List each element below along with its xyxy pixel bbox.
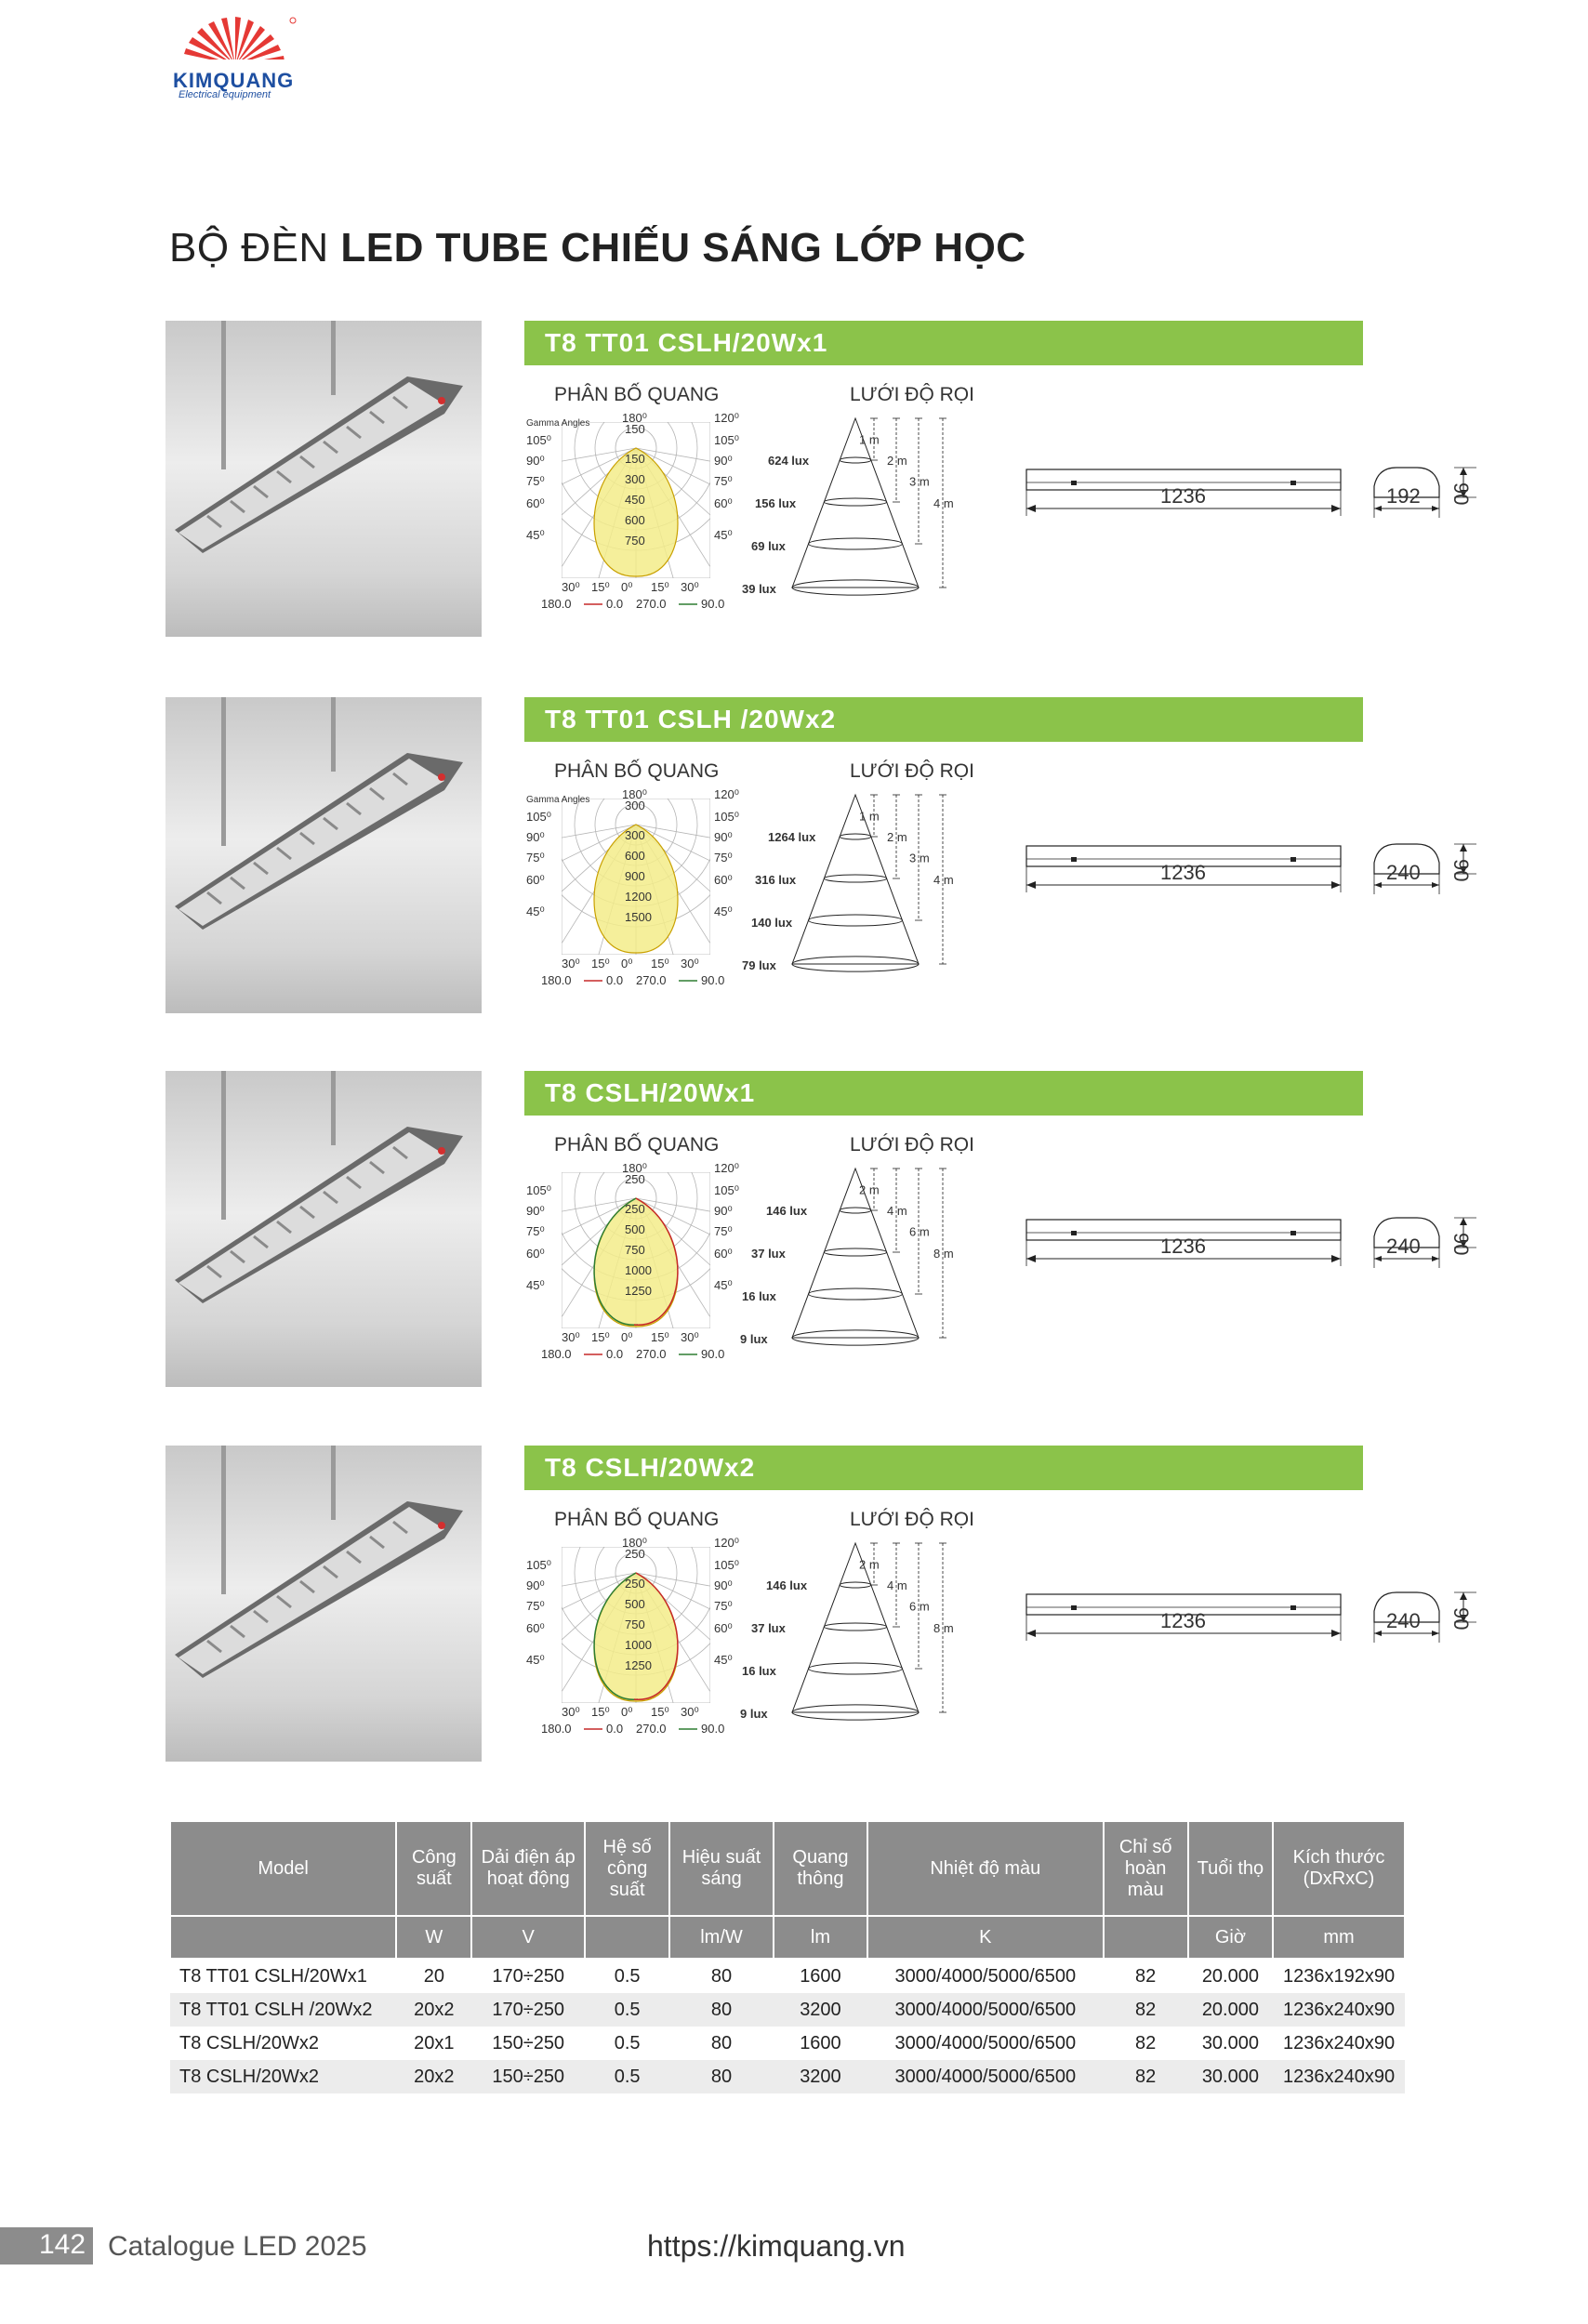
- distance-label: 6 m: [909, 1224, 930, 1239]
- logo-subtext: Electrical equipment: [179, 89, 271, 100]
- distance-label: 4 m: [887, 1204, 907, 1218]
- distance-label: 1 m: [859, 432, 880, 447]
- table-header-cell: Nhiệt độ màu: [867, 1821, 1103, 1916]
- polar-value-label: 500: [625, 1597, 645, 1611]
- polar-value-label: 300: [625, 799, 645, 812]
- width-label: 240: [1386, 1235, 1421, 1258]
- lux-label: 140 lux: [751, 916, 793, 930]
- table-cell: 3200: [774, 1993, 867, 2027]
- angle-label: 45⁰: [526, 1278, 545, 1292]
- angle-label: 30⁰: [681, 1705, 699, 1719]
- angle-label: 75⁰: [714, 851, 733, 865]
- angle-label: 45⁰: [526, 905, 545, 918]
- polar-value-label: 1200: [625, 890, 652, 904]
- angle-label: 15⁰: [591, 1330, 610, 1344]
- product-title-bar: [524, 321, 1363, 365]
- angle-label: 30⁰: [562, 1330, 580, 1344]
- distance-label: 3 m: [909, 851, 930, 865]
- dimension-drawing: [1021, 1210, 1486, 1303]
- table-cell: 0.5: [614, 2032, 641, 2053]
- table-cell: 3000/4000/5000/6500: [867, 2060, 1103, 2093]
- angle-label: 60⁰: [714, 496, 733, 510]
- lux-label: 156 lux: [755, 496, 797, 510]
- polar-distribution-diagram: [526, 786, 749, 999]
- product-photo: [165, 1071, 482, 1387]
- table-cell: 30.000: [1188, 2060, 1273, 2093]
- angle-label: 75⁰: [714, 1599, 733, 1613]
- angle-label: 15⁰: [651, 1330, 669, 1344]
- angle-label: 75⁰: [526, 474, 545, 488]
- polar-value-label: 900: [625, 869, 645, 883]
- light-distribution-label: PHÂN BỐ QUANG: [554, 384, 720, 405]
- dimension-drawing: [1021, 1585, 1486, 1678]
- luminaire-illustration-icon: [165, 1071, 482, 1387]
- table-cell: 1236x240x90: [1282, 2032, 1396, 2053]
- legend-label: 180.0: [541, 973, 572, 987]
- angle-label: 15⁰: [651, 957, 669, 971]
- angle-label: 60⁰: [714, 1247, 733, 1261]
- gamma-angles-label: Gamma Angles: [526, 418, 590, 429]
- angle-label: 0⁰: [621, 1330, 633, 1344]
- product-title-bar: [524, 697, 1363, 742]
- product-photo: [165, 1446, 482, 1762]
- lux-label: 37 lux: [751, 1621, 786, 1635]
- illuminance-grid-label: LƯỚI ĐỘ RỌI: [850, 760, 974, 782]
- luminaire-illustration-icon: [165, 697, 482, 1013]
- table-cell: 0.5: [585, 1993, 669, 2027]
- table-cell: 20.000: [1201, 1965, 1259, 1987]
- angle-label: 90⁰: [714, 1578, 733, 1592]
- table-cell: T8 TT01 CSLH/20Wx1: [179, 1965, 367, 1987]
- lux-label: 316 lux: [755, 873, 797, 887]
- angle-label: 45⁰: [526, 528, 545, 542]
- table-cell: 1600: [800, 2032, 841, 2053]
- legend-label: 0.0: [606, 1722, 624, 1736]
- lux-label: 16 lux: [742, 1289, 776, 1303]
- polar-value-label: 1500: [625, 910, 652, 924]
- polar-value-label: 600: [625, 513, 645, 527]
- table-cell: 30.000: [1201, 2032, 1259, 2053]
- angle-label: 60⁰: [526, 496, 545, 510]
- distance-label: 2 m: [887, 830, 907, 844]
- table-header-cell: Công suất: [396, 1821, 471, 1916]
- table-cell: 82: [1135, 1965, 1157, 1987]
- width-label: 192: [1386, 484, 1421, 508]
- table-cell: 150÷250: [492, 2032, 565, 2053]
- table-row: [170, 2027, 1405, 2060]
- height-label: 90: [1449, 482, 1473, 506]
- angle-label: 0⁰: [621, 957, 633, 971]
- polar-value-label: 300: [625, 828, 645, 842]
- table-cell: 170÷250: [471, 1993, 585, 2027]
- product-name: T8 CSLH/20Wx2: [545, 1453, 756, 1482]
- angle-label: 30⁰: [562, 957, 580, 971]
- table-unit-cell: V: [471, 1916, 585, 1959]
- distance-label: 2 m: [859, 1557, 880, 1572]
- illuminance-cone-diagram: [736, 409, 1025, 623]
- table-cell: T8 TT01 CSLH /20Wx2: [170, 1993, 396, 2027]
- angle-label: 120⁰: [714, 1536, 739, 1550]
- table-header-cell: Quang thông: [774, 1821, 867, 1916]
- table-cell: 82: [1104, 1993, 1188, 2027]
- polar-value-label: 1250: [625, 1658, 652, 1672]
- gamma-angles-label: Gamma Angles: [526, 795, 590, 805]
- angle-label: 120⁰: [714, 1161, 739, 1175]
- angle-label: 90⁰: [526, 454, 545, 468]
- polar-value-label: 600: [625, 849, 645, 863]
- table-cell: T8 CSLH/20Wx2: [179, 2032, 320, 2053]
- table-cell: 1236x240x90: [1273, 2060, 1405, 2093]
- angle-label: 45⁰: [714, 1278, 733, 1292]
- angle-label: 105⁰: [526, 1183, 551, 1197]
- table-cell: 82: [1104, 2060, 1188, 2093]
- lux-label: 79 lux: [742, 958, 776, 972]
- polar-value-label: 750: [625, 1618, 645, 1631]
- product-name: T8 TT01 CSLH/20Wx1: [545, 328, 828, 357]
- polar-value-label: 750: [625, 1243, 645, 1257]
- lux-label: 69 lux: [751, 539, 786, 553]
- product-section: [165, 321, 1473, 637]
- angle-label: 180⁰: [622, 1536, 647, 1550]
- angle-label: 30⁰: [681, 580, 699, 594]
- table-cell: 80: [710, 1965, 733, 1987]
- table-row: [170, 2060, 1405, 2093]
- product-title-bar: [524, 1446, 1363, 1490]
- polar-value-label: 250: [625, 1577, 645, 1591]
- polar-value-label: 300: [625, 472, 645, 486]
- angle-label: 105⁰: [714, 1183, 739, 1197]
- table-cell: 3000/4000/5000/6500: [894, 2032, 1077, 2053]
- table-unit-cell: lm/W: [669, 1916, 774, 1959]
- legend-label: 180.0: [541, 597, 572, 611]
- lux-label: 1264 lux: [768, 830, 816, 844]
- angle-label: 105⁰: [714, 433, 739, 447]
- luminaire-illustration-icon: [165, 1446, 482, 1762]
- table-cell: 80: [669, 2060, 774, 2093]
- table-unit-cell: Giờ: [1188, 1916, 1273, 1959]
- table-cell: 0.5: [585, 2060, 669, 2093]
- angle-label: 45⁰: [714, 1653, 733, 1667]
- angle-label: 15⁰: [591, 957, 610, 971]
- legend-label: 90.0: [701, 973, 725, 987]
- angle-label: 90⁰: [526, 1204, 545, 1218]
- angle-label: 30⁰: [562, 1705, 580, 1719]
- table-cell: 1236x240x90: [1273, 1993, 1405, 2027]
- table-unit-cell: mm: [1273, 1916, 1405, 1959]
- angle-label: 180⁰: [622, 1161, 647, 1175]
- table-cell: 20x2: [396, 2060, 471, 2093]
- title-bold: LED TUBE CHIẾU SÁNG LỚP HỌC: [340, 225, 1026, 271]
- illuminance-grid-label: LƯỚI ĐỘ RỌI: [850, 384, 974, 405]
- distance-label: 1 m: [859, 809, 880, 824]
- lux-label: 9 lux: [740, 1332, 768, 1346]
- angle-label: 75⁰: [526, 851, 545, 865]
- illuminance-cone-diagram: [736, 786, 1025, 999]
- length-label: 1236: [1160, 484, 1206, 508]
- polar-value-label: 250: [625, 1547, 645, 1561]
- table-cell: 80: [669, 1993, 774, 2027]
- width-label: 240: [1386, 861, 1421, 884]
- spec-table: [169, 1820, 1406, 2093]
- table-cell: 3200: [774, 2060, 867, 2093]
- polar-value-label: 150: [625, 422, 645, 436]
- product-photo: [165, 697, 482, 1013]
- title-normal: BỘ ĐÈN: [169, 225, 341, 271]
- height-label: 90: [1449, 859, 1473, 882]
- angle-label: 45⁰: [714, 528, 733, 542]
- product-section: [165, 697, 1473, 1013]
- width-label: 240: [1386, 1609, 1421, 1632]
- legend-label: 270.0: [636, 597, 667, 611]
- website-link[interactable]: https://kimquang.vn: [647, 2229, 906, 2263]
- luminaire-illustration-icon: [165, 321, 482, 637]
- light-distribution-label: PHÂN BỐ QUANG: [554, 760, 720, 782]
- legend-label: 90.0: [701, 1347, 725, 1361]
- legend-label: 0.0: [606, 597, 624, 611]
- product-section: [165, 1071, 1473, 1387]
- angle-label: 75⁰: [526, 1599, 545, 1613]
- legend-label: 180.0: [541, 1347, 572, 1361]
- angle-label: 75⁰: [714, 1224, 733, 1238]
- dimension-drawing: [1021, 460, 1486, 553]
- table-unit-cell: K: [867, 1916, 1103, 1959]
- product-name: T8 TT01 CSLH /20Wx2: [545, 705, 837, 733]
- legend-label: 90.0: [701, 1722, 725, 1736]
- polar-value-label: 150: [625, 452, 645, 466]
- table-cell: 20x1: [414, 2032, 455, 2053]
- table-cell: 3000/4000/5000/6500: [867, 1993, 1103, 2027]
- angle-label: 90⁰: [714, 830, 733, 844]
- polar-value-label: 250: [625, 1172, 645, 1186]
- table-cell: 170÷250: [492, 1965, 565, 1987]
- product-name: T8 CSLH/20Wx1: [545, 1078, 756, 1107]
- polar-value-label: 1000: [625, 1638, 652, 1652]
- angle-label: 15⁰: [591, 1705, 610, 1719]
- table-cell: 3000/4000/5000/6500: [894, 1965, 1077, 1987]
- angle-label: 90⁰: [526, 830, 545, 844]
- table-cell: 1236x192x90: [1282, 1965, 1396, 1987]
- table-cell: 80: [710, 2032, 733, 2053]
- distance-label: 4 m: [887, 1578, 907, 1592]
- distance-label: 8 m: [933, 1247, 954, 1261]
- table-cell: T8 CSLH/20Wx2: [170, 2060, 396, 2093]
- product-title-bar: [524, 1071, 1363, 1116]
- angle-label: 30⁰: [681, 957, 699, 971]
- table-unit-cell: [1104, 1916, 1188, 1959]
- page-title: [169, 225, 1026, 271]
- polar-distribution-diagram: [526, 1159, 749, 1373]
- distance-label: 2 m: [859, 1182, 880, 1197]
- lux-label: 37 lux: [751, 1247, 786, 1261]
- angle-label: 0⁰: [621, 1705, 633, 1719]
- polar-value-label: 500: [625, 1222, 645, 1236]
- table-header-cell: Model: [170, 1821, 396, 1916]
- distance-label: 6 m: [909, 1599, 930, 1614]
- angle-label: 45⁰: [714, 905, 733, 918]
- illuminance-grid-label: LƯỚI ĐỘ RỌI: [850, 1134, 974, 1155]
- light-distribution-label: PHÂN BỐ QUANG: [554, 1509, 720, 1530]
- logo-text: KIMQUANG: [173, 69, 295, 92]
- distance-label: 8 m: [933, 1621, 954, 1635]
- angle-label: 60⁰: [526, 873, 545, 887]
- lux-label: 624 lux: [768, 454, 810, 468]
- legend-label: 180.0: [541, 1722, 572, 1736]
- angle-label: 90⁰: [714, 1204, 733, 1218]
- table-row: [170, 1959, 1405, 1993]
- angle-label: 60⁰: [714, 1621, 733, 1635]
- polar-value-label: 750: [625, 534, 645, 548]
- table-header-cell: Kích thước (DxRxC): [1273, 1821, 1405, 1916]
- table-row: [170, 1993, 1405, 2027]
- angle-label: 120⁰: [714, 411, 739, 425]
- distance-label: 2 m: [887, 454, 907, 468]
- table-header-cell: Dải điện áp hoạt động: [471, 1821, 585, 1916]
- angle-label: 75⁰: [526, 1224, 545, 1238]
- product-section: [165, 1446, 1473, 1762]
- angle-label: 15⁰: [651, 580, 669, 594]
- angle-label: 30⁰: [681, 1330, 699, 1344]
- light-distribution-label: PHÂN BỐ QUANG: [554, 1134, 720, 1155]
- distance-label: 4 m: [933, 873, 954, 887]
- legend-label: 270.0: [636, 1347, 667, 1361]
- table-header-cell: Tuổi thọ: [1188, 1821, 1273, 1916]
- table-cell: 82: [1135, 2032, 1157, 2053]
- angle-label: 180⁰: [622, 411, 647, 425]
- lux-label: 16 lux: [742, 1664, 776, 1678]
- angle-label: 0⁰: [621, 580, 633, 594]
- polar-value-label: 1000: [625, 1263, 652, 1277]
- angle-label: 180⁰: [622, 787, 647, 801]
- table-header-cell: Hệ số công suất: [585, 1821, 669, 1916]
- angle-label: 120⁰: [714, 787, 739, 801]
- height-label: 90: [1449, 1607, 1473, 1631]
- polar-distribution-diagram: [526, 1534, 749, 1748]
- legend-label: 270.0: [636, 973, 667, 987]
- illuminance-grid-label: LƯỚI ĐỘ RỌI: [850, 1509, 974, 1530]
- dimension-drawing: [1021, 837, 1486, 930]
- angle-label: 60⁰: [714, 873, 733, 887]
- table-unit-cell: [585, 1916, 669, 1959]
- angle-label: 105⁰: [526, 1558, 551, 1572]
- angle-label: 15⁰: [591, 580, 610, 594]
- distance-label: 3 m: [909, 474, 930, 489]
- lux-label: 39 lux: [742, 582, 776, 596]
- legend-label: 90.0: [701, 597, 725, 611]
- lux-label: 9 lux: [740, 1707, 768, 1721]
- angle-label: 60⁰: [526, 1247, 545, 1261]
- length-label: 1236: [1160, 861, 1206, 884]
- catalog-name: Catalogue LED 2025: [108, 2231, 367, 2262]
- table-cell: 20x2: [396, 1993, 471, 2027]
- angle-label: 60⁰: [526, 1621, 545, 1635]
- table-cell: 150÷250: [471, 2060, 585, 2093]
- table-unit-cell: [170, 1916, 396, 1959]
- table-cell: 0.5: [614, 1965, 641, 1987]
- table-header-cell: Chỉ số hoàn màu: [1104, 1821, 1188, 1916]
- table-header-cell: Hiệu suất sáng: [669, 1821, 774, 1916]
- height-label: 90: [1449, 1233, 1473, 1256]
- lux-label: 146 lux: [766, 1204, 808, 1218]
- polar-value-label: 250: [625, 1202, 645, 1216]
- table-unit-cell: W: [396, 1916, 471, 1959]
- kimquang-logo: [165, 17, 305, 100]
- angle-label: 105⁰: [714, 810, 739, 824]
- angle-label: 90⁰: [714, 454, 733, 468]
- table-unit-cell: lm: [774, 1916, 867, 1959]
- angle-label: 90⁰: [526, 1578, 545, 1592]
- legend-label: 0.0: [606, 1347, 624, 1361]
- polar-value-label: 1250: [625, 1284, 652, 1298]
- product-photo: [165, 321, 482, 637]
- angle-label: 45⁰: [526, 1653, 545, 1667]
- polar-value-label: 450: [625, 493, 645, 507]
- table-cell: 1600: [800, 1965, 841, 1987]
- length-label: 1236: [1160, 1235, 1206, 1258]
- legend-label: 270.0: [636, 1722, 667, 1736]
- polar-distribution-diagram: [526, 409, 749, 623]
- distance-label: 4 m: [933, 496, 954, 510]
- table-cell: 20: [423, 1965, 444, 1987]
- angle-label: 30⁰: [562, 580, 580, 594]
- angle-label: 105⁰: [526, 433, 551, 447]
- lux-label: 146 lux: [766, 1578, 808, 1592]
- illuminance-cone-diagram: [736, 1534, 1025, 1748]
- illuminance-cone-diagram: [736, 1159, 1025, 1373]
- table-cell: 20.000: [1188, 1993, 1273, 2027]
- angle-label: 75⁰: [714, 474, 733, 488]
- angle-label: 15⁰: [651, 1705, 669, 1719]
- page-number: 142: [39, 2229, 86, 2260]
- angle-label: 105⁰: [714, 1558, 739, 1572]
- length-label: 1236: [1160, 1609, 1206, 1632]
- legend-label: 0.0: [606, 973, 624, 987]
- angle-label: 105⁰: [526, 810, 551, 824]
